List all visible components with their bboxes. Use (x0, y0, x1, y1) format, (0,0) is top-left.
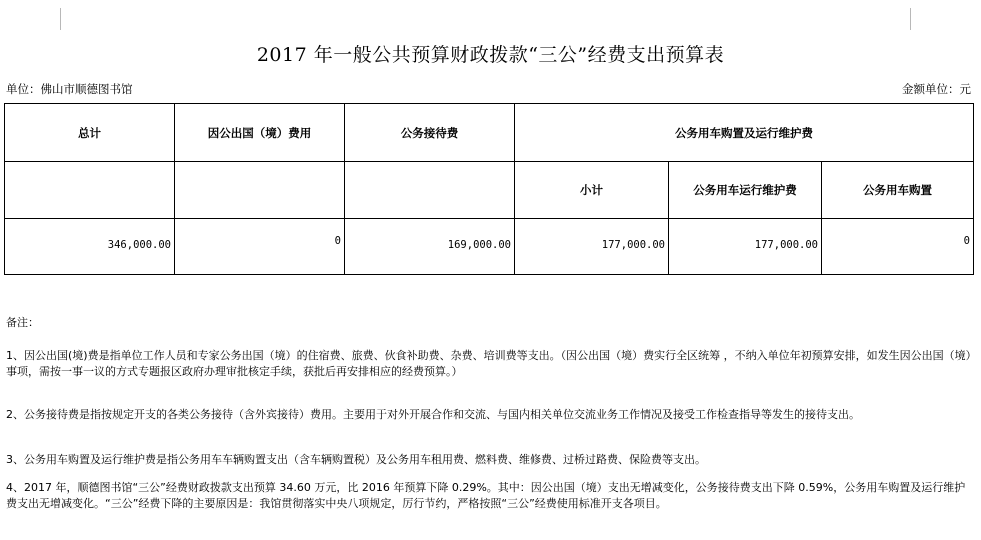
report-title: 2017 年一般公共预算财政拨款“三公”经费支出预算表 (256, 44, 725, 66)
header-abroad: 因公出国（境）费用 (174, 104, 344, 161)
note-2: 2、公务接待费是指按规定开支的各类公务接待（含外宾接待）费用。主要用于对外开展合作和交流、与国内相关单位交流业务工作情况及接受工作检查指导等发生的接待支出。 (6, 408, 860, 421)
note-1: 1、因公出国(境)费是指单位工作人员和专家公务出国（境）的住宿费、旅费、伙食补助费、杂费、培训费等支出。（因公出国（境）费实行全区统筹 ，不纳入单位年初预算安排，如发生因公出国（境）事项，需按一事一议的方式专题报区政府办理审批核定手续，获批后再安排相应的经费预算。） (6, 349, 972, 378)
budget-table (4, 103, 974, 275)
header-reception: 公务接待费 (344, 104, 514, 161)
money-unit-label: 金额单位：元 (902, 82, 971, 96)
header-vehicle: 公务用车购置及运行维护费 (514, 104, 973, 161)
note-4: 4、2017 年，顺德图书馆“三公”经费财政拨款支出预算 34.60 万元，比 2016 年预算下降 0.29%。其中：因公出国（境）支出无增减变化，公务接待费支出下降 0.59%，公务用车购置及运行维护费支出无增减变化。“三公”经费下降的主要原因是：我馆贯彻落实中央八项规定，厉行节约，严格按照“三公”经费使用标准开支各项目。 (6, 481, 966, 510)
header-total: 总计 (78, 125, 101, 140)
cell-total: 346,000.00 (5, 218, 174, 274)
header-vehicle-operation: 公务用车运行维护费 (668, 161, 821, 218)
cell-vehicle-operation: 177,000.00 (668, 218, 821, 274)
cell-reception: 169,000.00 (344, 218, 514, 274)
header-reception-blank (344, 161, 514, 218)
cell-subtotal: 177,000.00 (514, 218, 668, 274)
cell-vehicle-purchase: 0 (821, 218, 973, 274)
cell-abroad: 0 (174, 218, 344, 274)
unit-label: 单位：佛山市顺德图书馆 (6, 82, 133, 96)
header-vehicle-purchase: 公务用车购置 (821, 161, 973, 218)
header-subtotal: 小计 (514, 161, 668, 218)
header-abroad-blank (174, 161, 344, 218)
header-total-blank (5, 161, 174, 218)
page-margin-left (60, 8, 61, 30)
notes-heading: 备注： (6, 316, 39, 329)
page-margin-right (910, 8, 911, 30)
note-3: 3、公务用车购置及运行维护费是指公务用车车辆购置支出（含车辆购置税）及公务用车租用费、燃料费、维修费、过桥过路费、保险费等支出。 (6, 453, 706, 466)
